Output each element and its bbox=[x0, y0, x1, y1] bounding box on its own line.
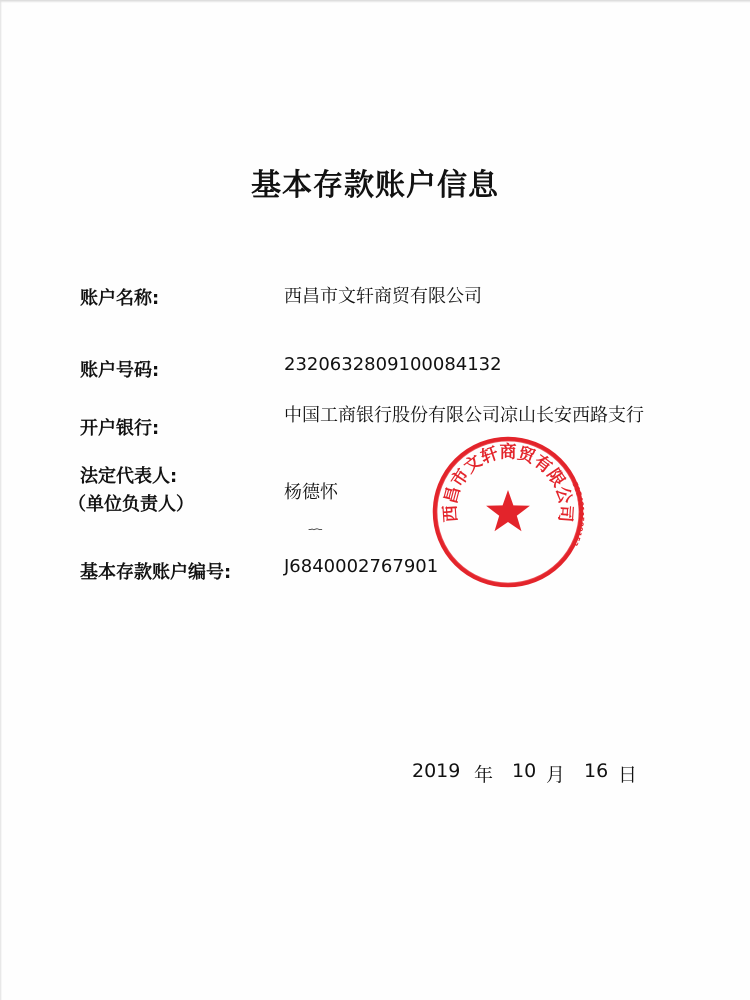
ink-smudge: ‐∽‐ bbox=[308, 522, 321, 536]
account-name-value: 西昌市文轩商贸有限公司 bbox=[284, 286, 482, 307]
seal-star-icon bbox=[486, 490, 530, 531]
date-day-unit: 日 bbox=[618, 764, 638, 786]
date-day: 16 bbox=[584, 760, 609, 782]
basic-account-code-value: J6840002767901 bbox=[284, 556, 439, 577]
scan-edge bbox=[0, 0, 750, 3]
account-number-label: 账户号码: bbox=[80, 360, 160, 381]
legal-rep-value: 杨德怀 bbox=[284, 482, 338, 503]
basic-account-code-label: 基本存款账户编号: bbox=[80, 562, 232, 583]
date-year-unit: 年 bbox=[474, 764, 494, 786]
seal-name-text: 西昌市文轩商贸有限公司 bbox=[440, 442, 576, 523]
bank-value: 中国工商银行股份有限公司凉山长安西路支行 bbox=[284, 405, 644, 426]
bank-label: 开户银行: bbox=[80, 418, 160, 439]
seal-code-text: 5134010500153 bbox=[570, 480, 586, 548]
date-year: 2019 bbox=[412, 760, 461, 782]
legal-rep-sublabel: （单位负责人） bbox=[68, 494, 194, 515]
company-seal bbox=[428, 432, 588, 592]
account-number-value: 2320632809100084132 bbox=[284, 354, 502, 375]
date-month-unit: 月 bbox=[546, 764, 566, 786]
legal-rep-label: 法定代表人: bbox=[80, 466, 178, 487]
date-month: 10 bbox=[512, 760, 537, 782]
account-name-label: 账户名称: bbox=[80, 288, 160, 309]
scan-edge bbox=[0, 0, 2, 1000]
page-title: 基本存款账户信息 bbox=[251, 168, 499, 203]
